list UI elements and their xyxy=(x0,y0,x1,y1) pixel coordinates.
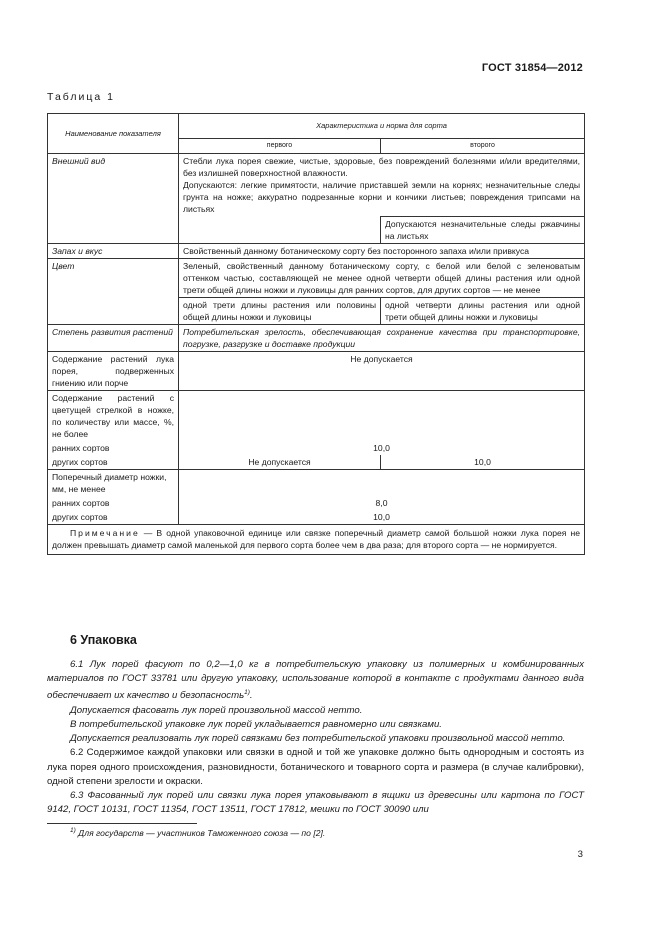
header-group: Характеристика и норма для сорта xyxy=(179,114,585,139)
row-label-diameter: Поперечный диаметр ножки, мм, не менее xyxy=(48,470,179,497)
row-label-early-diameter: ранних сортов xyxy=(48,496,179,510)
color-first-grade: одной трети длины растения или половины общей длины ножки и луковицы xyxy=(179,298,381,325)
color-second-grade: одной четверти длины растения или одной трети общей длины ножки и луковицы xyxy=(381,298,585,325)
requirements-table xyxy=(47,113,585,555)
ripeness-text: Потребительская зрелость, обеспечивающая сохранение качества при транспортировке, погрузке, разгрузке и доставке продукции xyxy=(179,325,585,352)
row-label-bolting: Содержание растений с цветущей стрелкой в ножке, по количеству или массе, %, не более xyxy=(48,391,179,442)
appearance-text-1: Стебли лука порея свежие, чистые, здоровые, без повреждений болезнями и/или вредителями, без излишней поверхностной влажности. xyxy=(183,156,581,178)
other-bolting-second: 10,0 xyxy=(381,455,585,470)
row-label-appearance: Внешний вид xyxy=(48,154,179,244)
appearance-text xyxy=(179,154,585,217)
row-label-other-diameter: других сортов xyxy=(48,510,179,525)
paragraph-bulk: Допускается реализовать лук порей связками без потребительской упаковки произвольной массой нетто. xyxy=(70,733,566,745)
smell-text: Свойственный данному ботаническому сорту без посторонного запаха и/или привкуса xyxy=(179,244,585,259)
row-label-early-bolting: ранних сортов xyxy=(48,441,179,455)
appearance-second-grade: Допускаются незначительные следы ржавчины на листьях xyxy=(381,217,585,244)
row-label-smell: Запах и вкус xyxy=(48,244,179,259)
early-diameter-value: 8,0 xyxy=(179,496,585,510)
paragraph-6-3: 6.3 Фасованный лук порей или связки лука порея упаковывают в ящики из древесины или картона по ГОСТ 9142, ГОСТ 10131, ГОСТ 11354, ГОСТ 13511, ГОСТ 17812, мешки по ГОСТ 30090 или xyxy=(47,790,584,816)
section-body xyxy=(47,658,584,817)
paragraph-6-1: 6.1 Лук порей фасуют по 0,2—1,0 кг в потребительскую упаковку из полимерных и комбинированных материалов по ГОСТ 33781 или другую упаковку, использование которой в контакте с продуктами данного вида обеспечивает их качество и безопасность$^{1)}$. xyxy=(47,659,584,702)
header-name: Наименование показателя xyxy=(48,114,179,154)
page-number: 3 xyxy=(577,849,583,860)
row-label-rot: Содержание растений лука порея, подверженных гниению или порче xyxy=(48,352,179,391)
row-label-ripeness: Степень развития растений xyxy=(48,325,179,352)
note-text: — В одной упаковочной единице или связке поперечный диаметр самой большой ножки лука порея не должен превышать диаметр самой маленькой для первого сорта более чем в два раза; для второго сорта — не нормируется. xyxy=(52,528,581,550)
other-diameter-value: 10,0 xyxy=(179,510,585,525)
row-label-color: Цвет xyxy=(48,259,179,325)
note-label: Примечание xyxy=(70,528,140,538)
table-note xyxy=(48,525,585,555)
section-title: 6 Упаковка xyxy=(70,633,137,647)
header-second-grade: второго xyxy=(381,139,585,154)
paragraph-prepack: Допускается фасовать лук порей произвольной массой нетто. xyxy=(70,704,363,716)
appearance-text-2: Допускаются: легкие примятости, наличие приставшей земли на корнях; незначительные следы грунта на ножке; аккуратно подрезанные корни и кончики листьев; повреждения трипсами на листьях xyxy=(183,180,581,214)
standard-header: ГОСТ 31854—2012 xyxy=(481,62,583,74)
header-first-grade: первого xyxy=(179,139,381,154)
early-bolting-value: 10,0 xyxy=(179,441,585,455)
color-text: Зеленый, свойственный данному ботаническому сорту, с белой или белой с зеленоватым оттенком частью, составляющей не менее одной четверти общей длины растения или одной трети общей длины ножки и луковицы для ранних сортов, для других сортов — не менее xyxy=(179,259,585,298)
table-caption: Таблица 1 xyxy=(47,91,115,103)
footnote-divider xyxy=(47,823,197,824)
rot-value: Не допускается xyxy=(179,352,585,391)
paragraph-bunches: В потребительской упаковке лук порей укладывается равномерно или связками. xyxy=(70,719,442,730)
other-bolting-first: Не допускается xyxy=(179,455,381,470)
paragraph-6-2: 6.2 Содержимое каждой упаковки или связки в одной и той же упаковке должно быть однородным и состоять из лука порея одного происхождения, разновидности, ботанического и товарного сорта и размера (в случае калибровки), одной степени зрелости и окраски. xyxy=(47,747,584,787)
row-label-other-bolting: других сортов xyxy=(48,455,179,470)
footnote: $^{1)}$ Для государств — участников Таможенного союза — по [2]. xyxy=(70,827,326,838)
